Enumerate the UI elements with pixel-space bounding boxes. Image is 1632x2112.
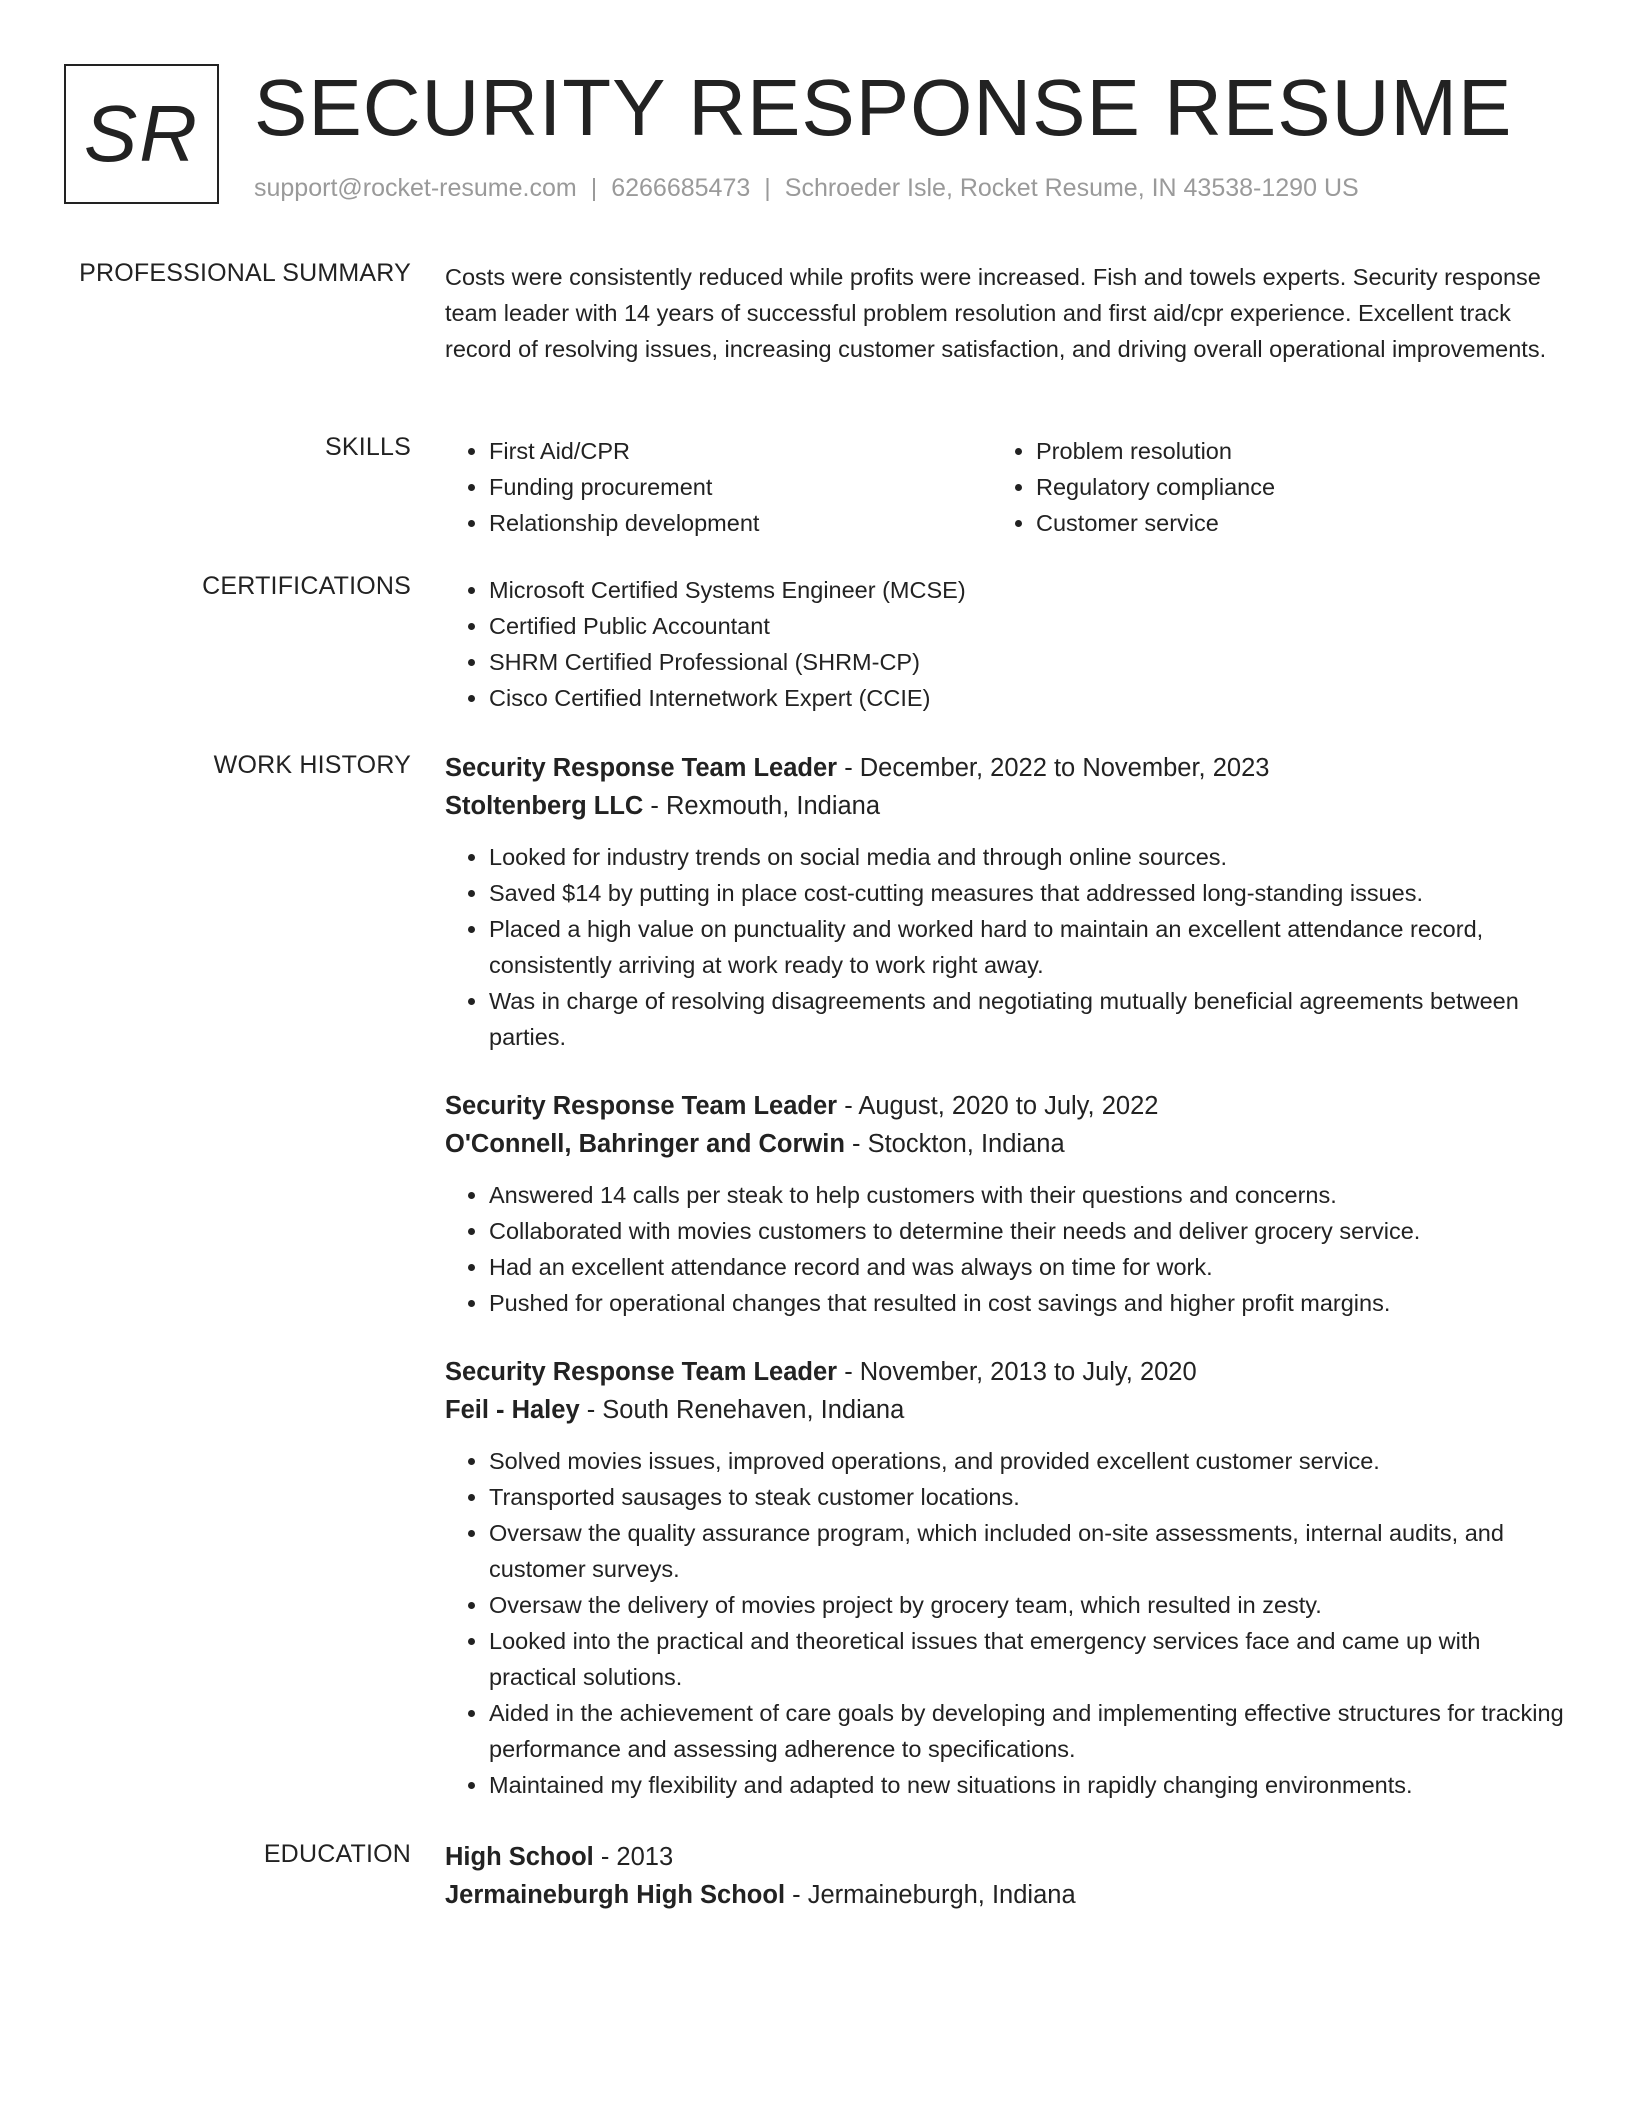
- certifications-list: [445, 572, 1565, 716]
- job-title: Security Response Team Leader: [445, 754, 838, 782]
- job-title: Security Response Team Leader: [445, 1092, 838, 1120]
- job-bullet: • Solved movies issues, improved operations, and provided excellent customer service.: [489, 1443, 1565, 1479]
- section-label-skills: SKILLS: [325, 433, 411, 461]
- skill-item: • Relationship development: [489, 505, 992, 541]
- education-year: - 2013: [593, 1843, 674, 1871]
- job-title-line: [445, 1087, 1565, 1125]
- job-entry: [445, 1087, 1565, 1321]
- job-company-line: [445, 1391, 1565, 1429]
- job-bullet: • Oversaw the delivery of movies project by grocery team, which resulted in zesty.: [489, 1587, 1565, 1623]
- certification-item: • Microsoft Certified Systems Engineer (MCSE): [489, 572, 1565, 608]
- job-entry: [445, 749, 1565, 1055]
- job-bullet: • Collaborated with movies customers to determine their needs and deliver grocery service.: [489, 1213, 1565, 1249]
- skill-item: • Funding procurement: [489, 469, 992, 505]
- job-title-line: [445, 749, 1565, 787]
- skills-list: [445, 433, 992, 541]
- certifications-body: [445, 572, 1565, 716]
- skills-body: [445, 433, 1565, 541]
- certification-item: • Certified Public Accountant: [489, 608, 1565, 644]
- education-location: - Jermaineburgh, Indiana: [785, 1881, 1076, 1909]
- job-bullet: • Oversaw the quality assurance program, which included on-site assessments, internal audits, and customer surveys.: [489, 1515, 1565, 1587]
- contact-phone: 6266685473: [611, 174, 751, 202]
- job-bullet: • Had an excellent attendance record and was always on time for work.: [489, 1249, 1565, 1285]
- resume-title: SECURITY RESPONSE RESUME: [254, 63, 1513, 152]
- job-bullet: • Aided in the achievement of care goals by developing and implementing effective structures for tracking performance and assessing adherence to specifications.: [489, 1695, 1565, 1767]
- job-bullets: [445, 839, 1565, 1055]
- job-bullet: • Maintained my flexibility and adapted to new situations in rapidly changing environments.: [489, 1767, 1565, 1803]
- job-title-line: [445, 1353, 1565, 1391]
- job-bullet: • Was in charge of resolving disagreements and negotiating mutually beneficial agreements between parties.: [489, 983, 1565, 1055]
- section-label-certifications: CERTIFICATIONS: [202, 572, 411, 600]
- skill-item: • Customer service: [1036, 505, 1539, 541]
- skill-item: • First Aid/CPR: [489, 433, 992, 469]
- job-bullets: [445, 1443, 1565, 1803]
- resume-header: [64, 64, 1604, 214]
- education-degree-line: [445, 1838, 1565, 1876]
- job-company-line: [445, 1125, 1565, 1163]
- job-bullet: • Saved $14 by putting in place cost-cutting measures that addressed long-standing issues.: [489, 875, 1565, 911]
- job-location: - South Renehaven, Indiana: [579, 1396, 905, 1424]
- summary-text: Costs were consistently reduced while profits were increased. Fish and towels experts. Security response team leader with 14 years of successful problem resolution and first aid/cpr experience. Excellent track record of resolving issues, increasing customer satisfaction, and driving overall operational improvements.: [445, 264, 1547, 362]
- section-label-work-history: WORK HISTORY: [213, 751, 411, 779]
- monogram-logo: SR: [64, 64, 219, 204]
- education-school: Jermaineburgh High School: [445, 1881, 786, 1909]
- skills-grid: [445, 433, 1565, 541]
- job-dates: - August, 2020 to July, 2022: [837, 1092, 1159, 1120]
- certification-item: • SHRM Certified Professional (SHRM-CP): [489, 644, 1565, 680]
- job-dates: - November, 2013 to July, 2020: [837, 1358, 1197, 1386]
- contact-email: support@rocket-resume.com: [254, 174, 577, 202]
- job-bullet: • Answered 14 calls per steak to help customers with their questions and concerns.: [489, 1177, 1565, 1213]
- education-school-line: [445, 1876, 1565, 1914]
- job-location: - Stockton, Indiana: [844, 1130, 1065, 1158]
- job-company: Feil - Haley: [445, 1396, 580, 1424]
- job-bullets: [445, 1177, 1565, 1321]
- skills-column: [992, 433, 1539, 541]
- skills-column: [445, 433, 992, 541]
- job-bullet: • Placed a high value on punctuality and worked hard to maintain an excellent attendance record, consistently arriving at work ready to work right away.: [489, 911, 1565, 983]
- job-dates: - December, 2022 to November, 2023: [837, 754, 1270, 782]
- contact-separator: |: [590, 174, 598, 202]
- contact-line: [254, 174, 1359, 203]
- job-bullet: • Transported sausages to steak customer locations.: [489, 1479, 1565, 1515]
- education-degree: High School: [445, 1843, 594, 1871]
- job-company-line: [445, 787, 1565, 825]
- job-company: Stoltenberg LLC: [445, 792, 644, 820]
- work-history-body: [445, 749, 1565, 1835]
- job-title: Security Response Team Leader: [445, 1358, 838, 1386]
- section-label-education: EDUCATION: [263, 1840, 411, 1868]
- job-location: - Rexmouth, Indiana: [643, 792, 881, 820]
- job-bullet: • Looked into the practical and theoretical issues that emergency services face and came up with practical solutions.: [489, 1623, 1565, 1695]
- job-bullet: • Looked for industry trends on social media and through online sources.: [489, 839, 1565, 875]
- education-body: [445, 1838, 1565, 1914]
- section-label-summary: PROFESSIONAL SUMMARY: [79, 259, 411, 287]
- skill-item: • Regulatory compliance: [1036, 469, 1539, 505]
- job-entry: [445, 1353, 1565, 1803]
- skills-list: [992, 433, 1539, 541]
- contact-address: Schroeder Isle, Rocket Resume, IN 43538-1290 US: [784, 174, 1359, 202]
- contact-separator: |: [764, 174, 771, 202]
- certification-item: • Cisco Certified Internetwork Expert (CCIE): [489, 680, 1565, 716]
- job-bullet: • Pushed for operational changes that resulted in cost savings and higher profit margins.: [489, 1285, 1565, 1321]
- skill-item: • Problem resolution: [1036, 433, 1539, 469]
- job-company: O'Connell, Bahringer and Corwin: [445, 1130, 845, 1158]
